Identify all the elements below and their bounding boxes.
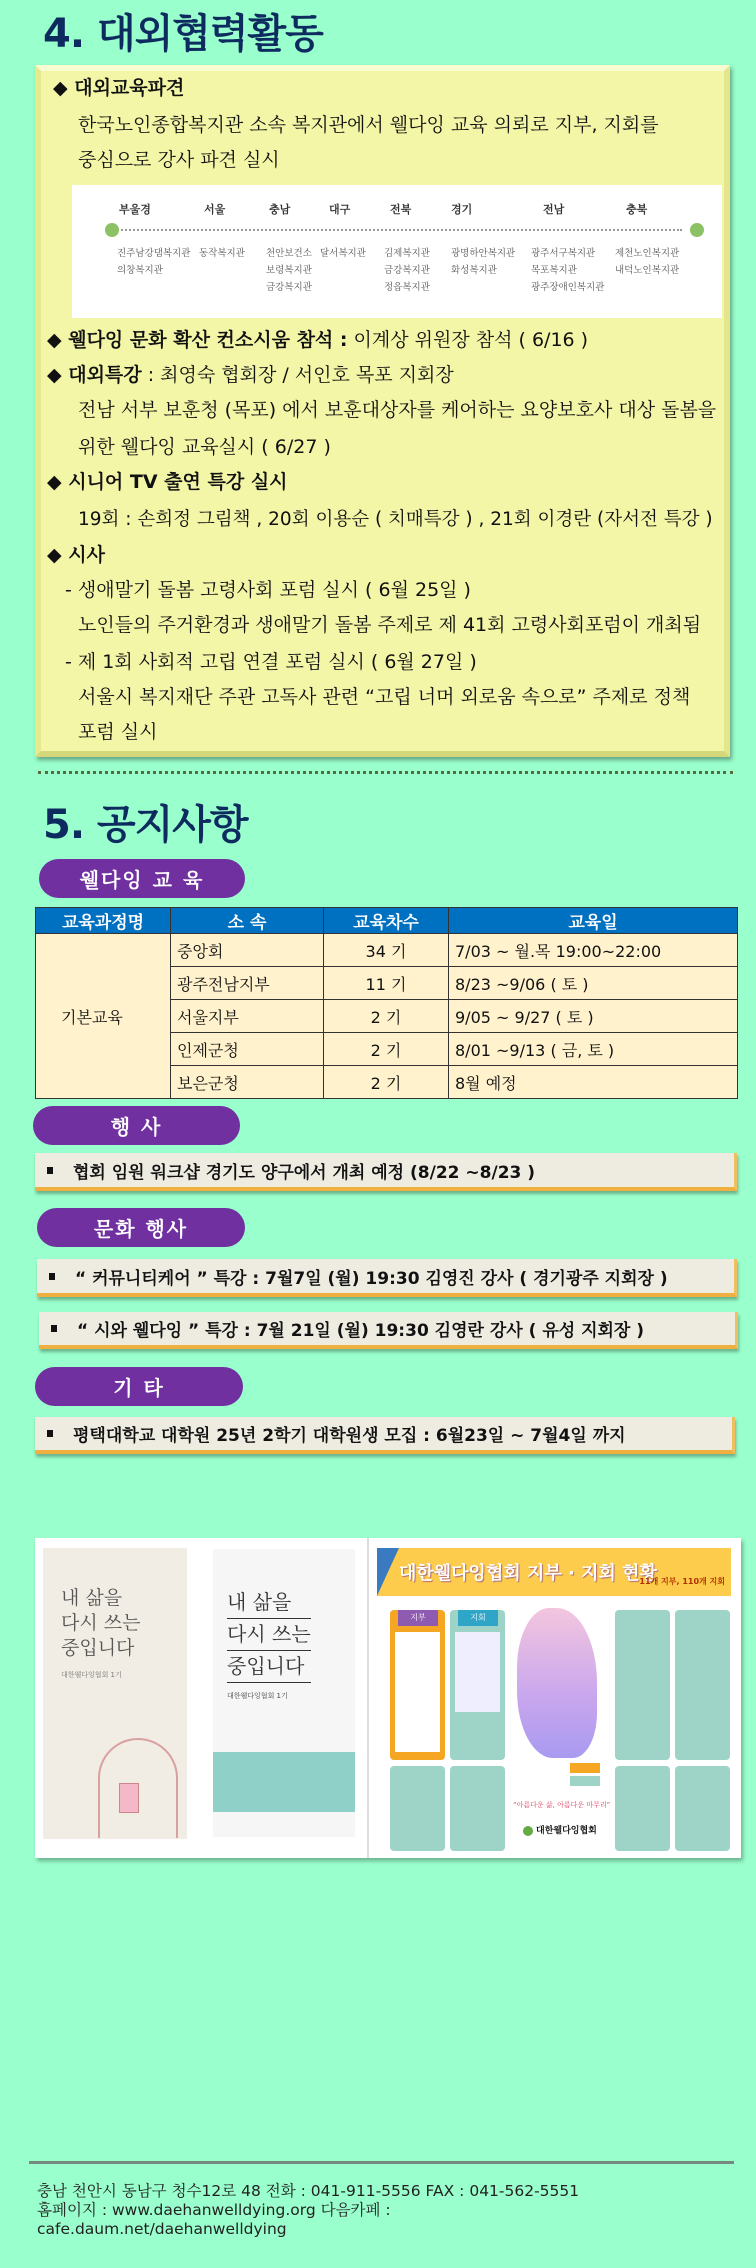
center-name: 금강복지관 — [266, 282, 312, 293]
table-header-row — [36, 908, 738, 934]
dispatch-text: 중심으로 강사 파견 실시 — [78, 149, 280, 171]
timeline-region: 충북 — [626, 203, 648, 216]
culture-label: 문화 행사 — [37, 1208, 245, 1247]
bullet-icon — [51, 1325, 57, 1332]
event-text: 협회 임원 워크샵 경기도 양구에서 개최 예정 (8/22 ~8/23 ) — [73, 1162, 536, 1183]
timeline-region: 서울 — [204, 203, 226, 216]
branch-panel — [390, 1610, 445, 1760]
book-cover-1 — [43, 1548, 187, 1839]
table-row — [36, 934, 738, 967]
bullet-icon — [47, 1430, 53, 1437]
branch-list — [395, 1632, 440, 1752]
page-fold — [367, 1538, 369, 1858]
region-panel — [615, 1610, 670, 1760]
association-logo: 대한웰다잉협회 — [523, 1823, 597, 1836]
center-name: 내덕노인복지관 — [615, 265, 680, 276]
chapter-list — [455, 1632, 500, 1712]
date-cell: 7/03 ~ 월.목 19:00~22:00 — [449, 934, 738, 967]
session-cell: 2 기 — [324, 1000, 449, 1033]
etc-text: 평택대학교 대학원 25년 2학기 대학원생 모집 : 6월23일 ~ 7월4일 까지 — [73, 1426, 626, 1446]
symposium-line: ◆ 웰다잉 문화 확산 컨소시움 참석 : 이계상 위원장 참석 ( 6/16 ) — [47, 329, 589, 351]
lecture-text: 전남 서부 보훈청 (목포) 에서 보훈대상자를 케어하는 요양보호사 대상 돌봄을 — [78, 399, 717, 421]
legend-chapter — [570, 1776, 600, 1786]
lecture-line: ◆ 대외특강 : 최영숙 협회장 / 서인호 목포 지회장 — [47, 364, 454, 386]
events-label: 행 사 — [33, 1106, 240, 1145]
branch-tab: 지부 — [398, 1610, 438, 1626]
timeline-region: 부울경 — [119, 203, 151, 216]
center-name: 정읍복지관 — [384, 282, 430, 293]
tv-heading: ◆ 시니어 TV 출연 특강 실시 — [47, 471, 288, 493]
news-item-desc: 노인들의 주거환경과 생애말기 돌봄 주제로 제 41회 고령사회포럼이 개최됨 — [78, 614, 702, 636]
dispatch-text: 한국노인종합복지관 소속 복지관에서 웰다잉 교육 의뢰로 지부, 지회를 — [78, 114, 659, 136]
session-cell: 2 기 — [324, 1066, 449, 1099]
timeline-region: 전북 — [390, 203, 412, 216]
center-name: 제천노인복지관 — [615, 248, 680, 259]
affiliation-cell: 중앙회 — [171, 934, 324, 967]
center-name: 화성복지관 — [451, 265, 497, 276]
timeline-region: 전남 — [543, 203, 565, 216]
book-band — [213, 1752, 355, 1812]
korea-map — [517, 1608, 597, 1758]
center-name: 목포복지관 — [531, 265, 577, 276]
tv-text: 19회 : 손희정 그림책 , 20회 이용순 ( 치매특강 ) , 21회 이경란 (자서전 특강 ) — [78, 509, 713, 530]
timeline-region: 충남 — [269, 203, 291, 216]
center-name: 광주서구복지관 — [531, 248, 596, 259]
book-title: 내 삶을 다시 쓰는 중입니다 — [61, 1587, 141, 1659]
chapter-panel — [450, 1610, 505, 1760]
center-name: 광주장애인복지관 — [531, 282, 605, 293]
poster-title: 대한웰다잉협회 지부 · 지회 현황 — [399, 1563, 657, 1584]
course-name: 기본교육 — [36, 934, 171, 1099]
column-header: 소 속 — [171, 908, 324, 934]
bullet-icon — [49, 1273, 55, 1280]
dispatch-heading: ◆ 대외교육파견 — [53, 77, 185, 99]
center-name: 의창복지관 — [117, 265, 163, 276]
external-activities-box — [35, 65, 730, 757]
affiliation-cell: 서울지부 — [171, 1000, 324, 1033]
book-subtitle: 대한웰다잉협회 1기 — [227, 1692, 288, 1700]
center-name: 금강복지관 — [384, 265, 430, 276]
logo-icon — [523, 1826, 533, 1836]
bullet-icon — [47, 1167, 53, 1174]
footer-divider — [29, 2161, 734, 2164]
poster-count: 11개 지부, 110개 지회 — [639, 1577, 725, 1586]
news-item-desc: 포럼 실시 — [78, 721, 158, 743]
news-heading: ◆ 시사 — [47, 544, 105, 566]
chapter-tab: 지회 — [458, 1610, 498, 1626]
column-header: 교육차수 — [324, 908, 449, 934]
book-title: 내 삶을 다시 쓰는 중입니다 — [227, 1587, 311, 1683]
culture-text: “ 시와 웰다잉 ” 특강 : 7월 21일 (월) 19:30 김영란 강사 ( 유성 지회장 ) — [77, 1321, 645, 1341]
poster-slogan: “아름다운 삶, 아름다운 마무리” — [513, 1801, 611, 1809]
section4-title: 4. 대외협력활동 — [43, 11, 323, 57]
session-cell: 34 기 — [324, 934, 449, 967]
center-name: 달서복지관 — [320, 248, 366, 259]
lecture-text: 위한 웰다잉 교육실시 ( 6/27 ) — [78, 436, 331, 458]
date-cell: 8/01 ~9/13 ( 금, 토 ) — [449, 1033, 738, 1066]
book-subtitle: 대한웰다잉협회 1기 — [61, 1671, 122, 1679]
center-name: 보령복지관 — [266, 265, 312, 276]
region-panel — [615, 1766, 670, 1851]
timeline-region: 경기 — [451, 203, 473, 216]
education-table — [35, 907, 738, 1099]
education-label: 웰다잉 교 육 — [39, 859, 245, 898]
center-name: 천안보건소 — [266, 248, 312, 259]
center-name: 김제복지관 — [384, 248, 430, 259]
date-cell: 8월 예정 — [449, 1066, 738, 1099]
culture-item — [37, 1259, 737, 1297]
etc-label: 기 타 — [35, 1367, 243, 1406]
poster-header — [377, 1548, 731, 1596]
news-item-title: - 생애말기 돌봄 고령사회 포럼 실시 ( 6월 25일 ) — [65, 579, 471, 601]
footer-cafe: cafe.daum.net/daehanwelldying — [37, 2220, 287, 2238]
event-item — [35, 1153, 737, 1191]
date-cell: 8/23 ~9/06 ( 토 ) — [449, 967, 738, 1000]
region-panel — [450, 1766, 505, 1851]
news-item-desc: 서울시 복지재단 주관 고독사 관련 “고립 너머 외로움 속으로” 주제로 정책 — [78, 686, 691, 708]
session-cell: 11 기 — [324, 967, 449, 1000]
section5-title: 5. 공지사항 — [43, 802, 248, 848]
column-header: 교육일 — [449, 908, 738, 934]
region-panel — [675, 1610, 730, 1760]
footer-address: 충남 천안시 동남구 청수12로 48 전화 : 041-911-5556 FAX : 041-562-5551 — [37, 2182, 580, 2200]
culture-text: “ 커뮤니티케어 ” 특강 : 7월7일 (월) 19:30 김영진 강사 ( 경기광주 지회장 ) — [75, 1268, 668, 1289]
column-header: 교육과정명 — [36, 908, 171, 934]
session-cell: 2 기 — [324, 1033, 449, 1066]
timeline-region: 대구 — [329, 203, 351, 216]
poster-corner — [377, 1548, 399, 1596]
news-item-title: - 제 1회 사회적 고립 연결 포럼 실시 ( 6월 27일 ) — [65, 651, 477, 673]
date-cell: 9/05 ~ 9/27 ( 토 ) — [449, 1000, 738, 1033]
book-cover-2 — [213, 1549, 355, 1837]
books-and-poster-image — [35, 1538, 741, 1858]
affiliation-cell: 인제군청 — [171, 1033, 324, 1066]
etc-item — [35, 1417, 735, 1454]
culture-item — [39, 1312, 738, 1349]
legend-branch — [570, 1763, 600, 1773]
center-name: 진주남강댐복지관 — [117, 248, 191, 259]
affiliation-cell: 광주전남지부 — [171, 967, 324, 1000]
center-name: 광명하안복지관 — [451, 248, 516, 259]
region-panel — [390, 1766, 445, 1851]
region-panel — [675, 1766, 730, 1851]
gift-icon — [119, 1783, 139, 1813]
footer-homepage: 홈페이지 : www.daehanwelldying.org 다음카페 : — [37, 2201, 391, 2219]
center-name: 동작복지관 — [199, 248, 245, 259]
affiliation-cell: 보은군청 — [171, 1066, 324, 1099]
section-divider — [38, 771, 733, 774]
